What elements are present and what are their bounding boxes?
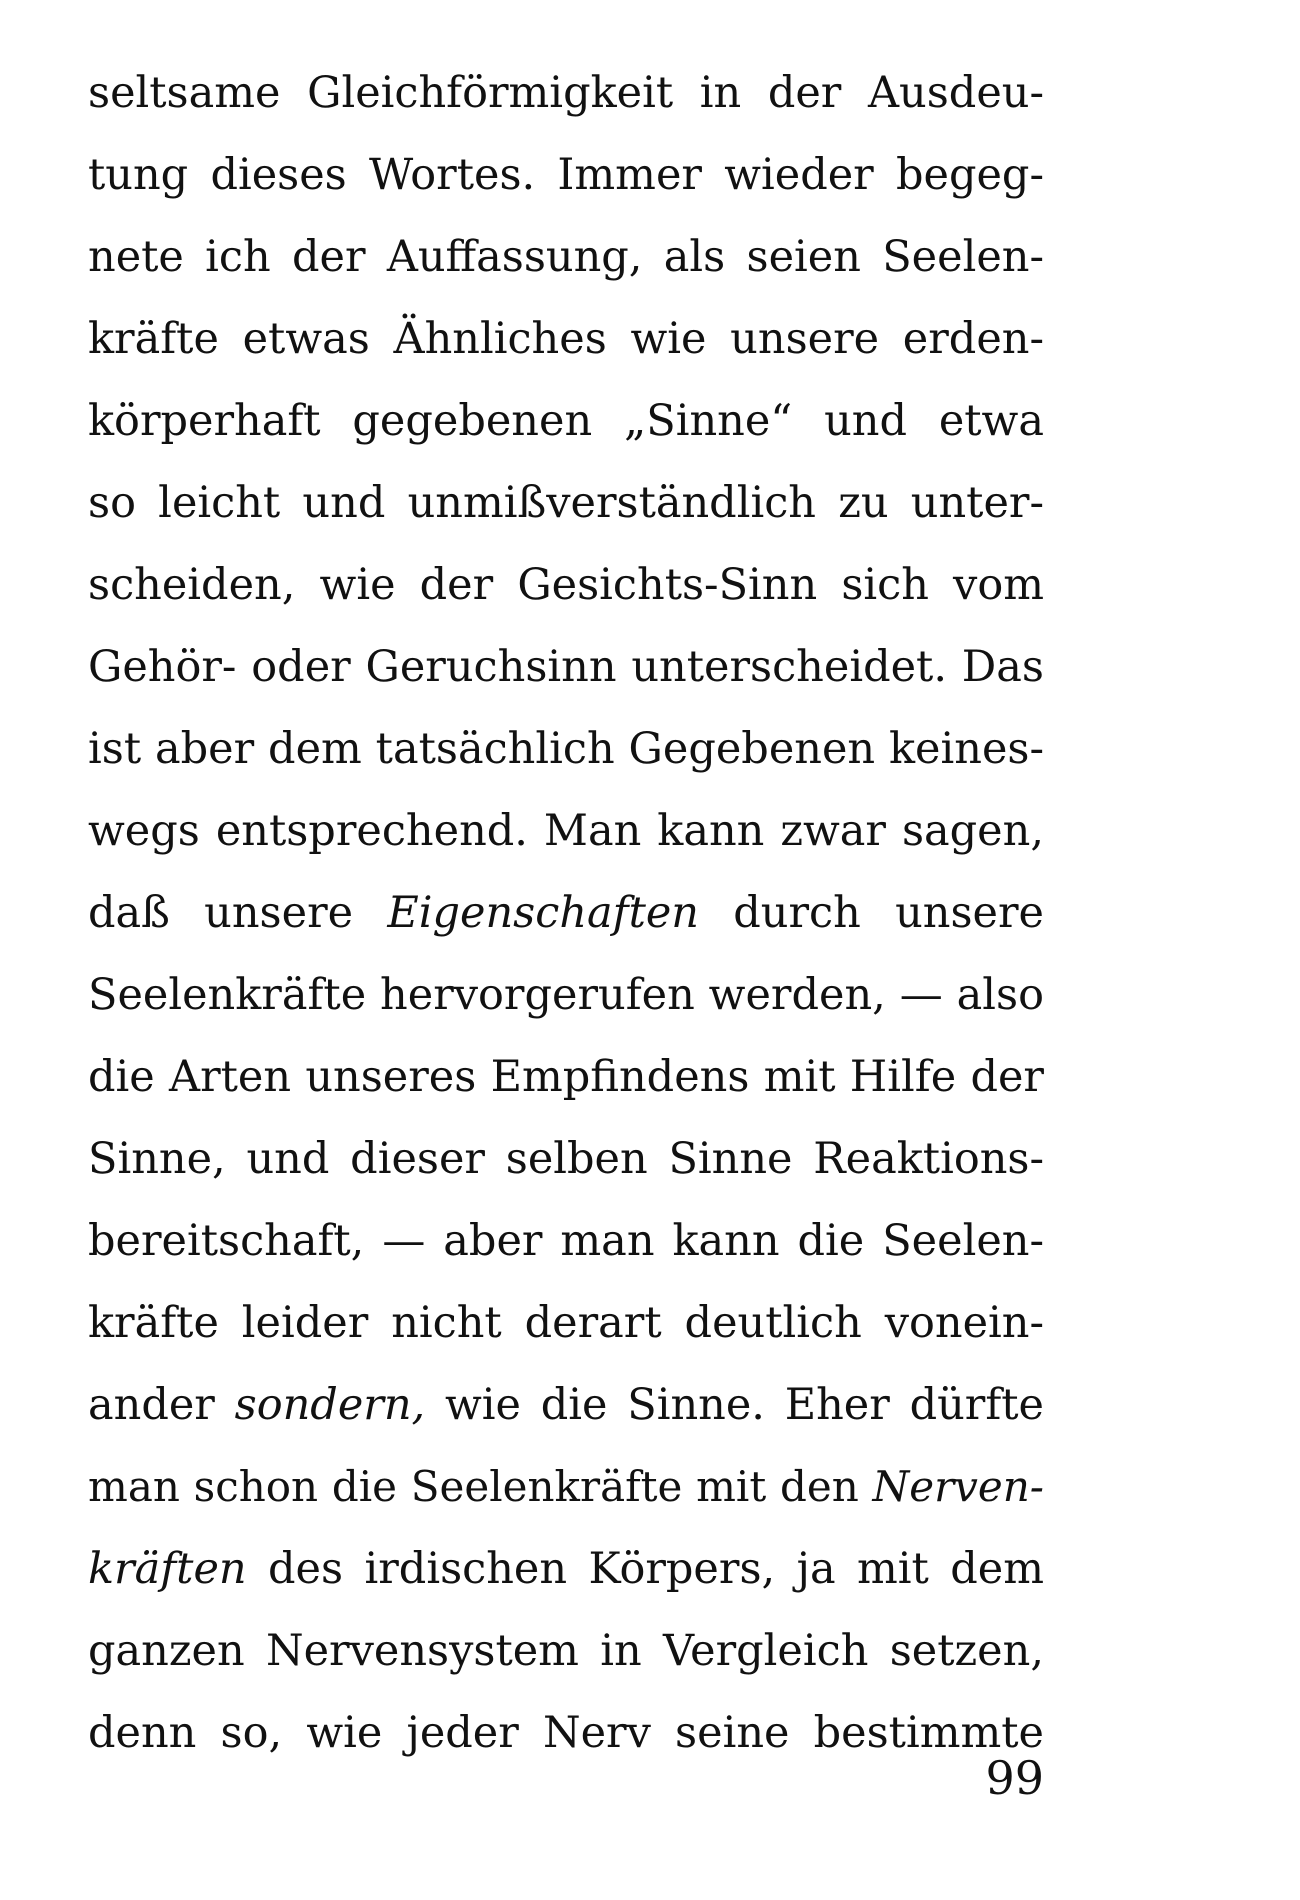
text-line: [88, 1282, 1044, 1364]
text-line: [88, 1692, 1044, 1774]
text-line: [88, 1446, 1044, 1528]
text-run: seltsame Gleichförmigkeit in der Ausdeu-: [88, 68, 1044, 118]
text-run: kräfte etwas Ähnliches wie unsere erden-: [88, 314, 1044, 364]
italic-emphasis: kräften: [88, 1544, 247, 1594]
italic-emphasis: Eigenschaften: [387, 888, 699, 938]
text-line: [88, 298, 1044, 380]
text-line: [88, 216, 1044, 298]
text-line: [88, 1118, 1044, 1200]
text-run: körperhaft gegebenen „Sinne“ und etwa: [88, 396, 1044, 446]
text-run: durch unsere: [698, 888, 1044, 938]
text-line: [88, 872, 1044, 954]
text-run: daß unsere: [88, 888, 388, 938]
text-line: [88, 544, 1044, 626]
text-run: ander: [88, 1380, 235, 1430]
text-line: [88, 380, 1044, 462]
text-run: kräfte leider nicht derart deutlich vonein-: [88, 1298, 1044, 1348]
text-line: [88, 1364, 1044, 1446]
text-run: nete ich der Auffassung, als seien Seelen-: [88, 232, 1044, 282]
text-run: Seelenkräfte hervorgerufen werden, — also: [88, 970, 1044, 1020]
text-run: des irdischen Körpers, ja mit dem: [246, 1544, 1044, 1594]
text-run: Sinne, und dieser selben Sinne Reaktions-: [88, 1134, 1044, 1184]
text-line: [88, 626, 1044, 708]
text-run: denn so, wie jeder Nerv seine bestimmte: [88, 1708, 1044, 1758]
text-line: [88, 1200, 1044, 1282]
text-line: [88, 1610, 1044, 1692]
text-run: man schon die Seelenkräfte mit den: [88, 1462, 873, 1511]
text-run: so leicht und unmißverständlich zu unter-: [88, 478, 1044, 528]
text-line: [88, 708, 1044, 790]
text-run: tung dieses Wortes. Immer wieder begeg-: [88, 150, 1044, 200]
text-run: wie die Sinne. Eher dürfte: [425, 1380, 1044, 1430]
text-line: [88, 1036, 1044, 1118]
text-run: ganzen Nervensystem in Vergleich setzen,: [88, 1626, 1044, 1676]
body-text: [88, 52, 1044, 1774]
text-line: [88, 134, 1044, 216]
text-run: die Arten unseres Empfindens mit Hilfe der: [88, 1052, 1044, 1102]
text-line: [88, 52, 1044, 134]
italic-emphasis: Nerven-: [872, 1462, 1044, 1511]
text-line: [88, 462, 1044, 544]
page-number: 99: [985, 1751, 1044, 1805]
text-run: wegs entsprechend. Man kann zwar sagen,: [88, 806, 1044, 856]
text-run: Gehör- oder Geruchsinn unterscheidet. Das: [88, 642, 1044, 692]
text-line: [88, 1528, 1044, 1610]
italic-emphasis: sondern,: [234, 1380, 426, 1430]
text-line: [88, 954, 1044, 1036]
text-run: bereitschaft, — aber man kann die Seelen-: [88, 1216, 1044, 1266]
text-run: ist aber dem tatsächlich Gegebenen keines-: [88, 724, 1044, 774]
text-run: scheiden, wie der Gesichts-Sinn sich vom: [88, 560, 1044, 610]
text-line: [88, 790, 1044, 872]
